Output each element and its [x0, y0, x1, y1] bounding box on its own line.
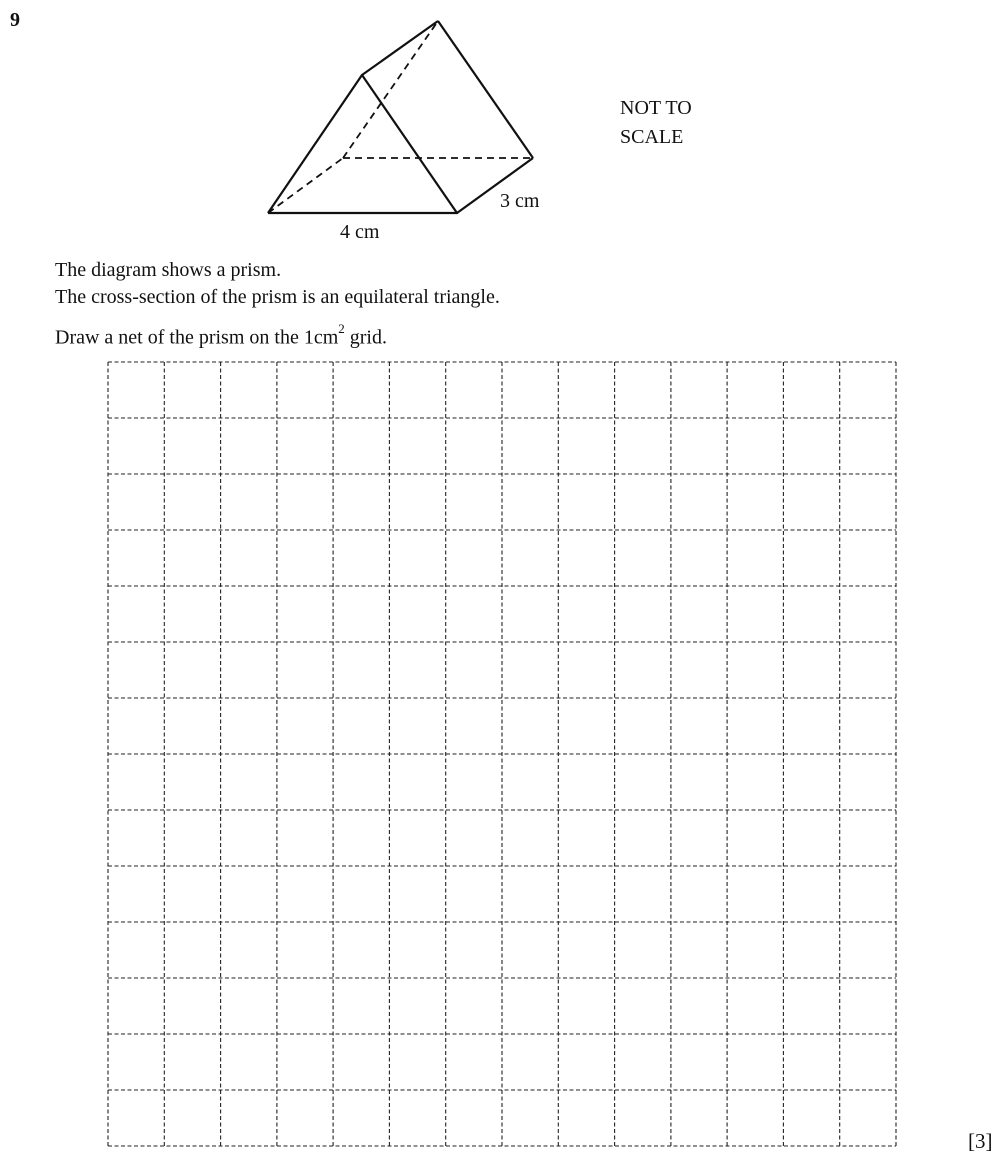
- instruction-suffix: grid.: [344, 326, 387, 349]
- depth-label: 3 cm: [500, 190, 540, 212]
- marks-label: [3]: [968, 1129, 993, 1153]
- instruction-superscript: 2: [338, 321, 345, 336]
- not-to-scale-line-1: NOT TO: [620, 97, 692, 119]
- question-number: 9: [10, 9, 20, 31]
- length-label: 4 cm: [340, 221, 380, 243]
- question-text-line-1: The diagram shows a prism.: [55, 259, 282, 281]
- not-to-scale-line-2: SCALE: [620, 126, 684, 148]
- question-text-line-2: The cross-section of the prism is an equilateral triangle.: [55, 286, 500, 308]
- instruction-prefix: Draw a net of the prism on the 1cm: [55, 326, 339, 349]
